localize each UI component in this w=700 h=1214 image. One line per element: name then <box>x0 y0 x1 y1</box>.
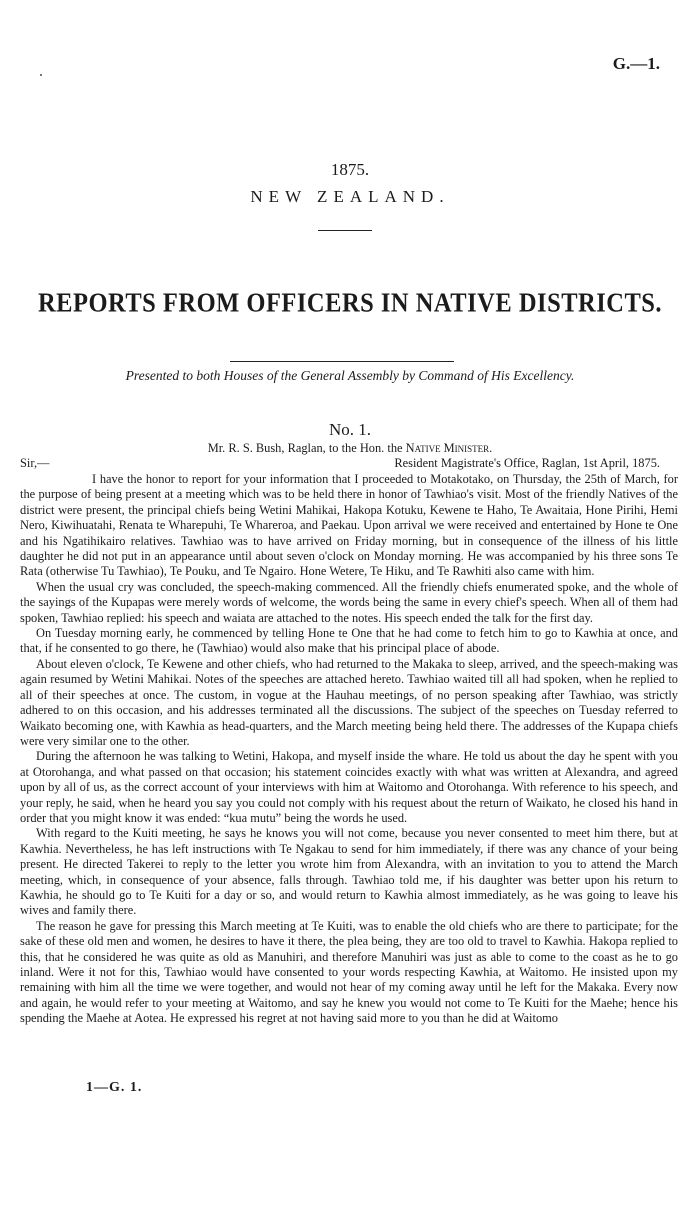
report-to: Native Minister. <box>405 441 493 455</box>
paragraph: About eleven o'clock, Te Kewene and other chiefs, who had returned to the Makaka to sleep, arrived, and the speech-making was again resumed by Wetini Mahikai. Notes of the speeches are attached hereto. Tawhiao waited till all had spoken, when he replied to all of their speeches at once. The custom, in vogue at the Hauhau meetings, of no person speaking after Tawhiao, was strictly adhered to on this occasion, and his addresses terminated all the discussions. The subject of the speeches on Tuesday referred to Waikato becoming one, with Kawhia as head-quarters, and the March meeting being held there. The addresses of the Kupapa chiefs were very similar one to the other. <box>20 656 678 748</box>
year: 1875. <box>330 160 370 179</box>
report-heading <box>0 441 700 456</box>
paragraph: During the afternoon he was talking to Wetini, Hakopa, and myself inside the whare. He told us about the day he spent with you at Otorohanga, and what passed on that occasion; his statement coincides exactly with what was written at Alexandra, and agreed upon by all of us, as the correct account of your interviews with him at Waitomo and Otorohanga. With reference to his speech, and your reply, he said, when he heard you say you could not comply with his request about the return of Waikato, he closed his hand in order that you might know it was ended: “kua mutu” being the words he used. <box>20 749 678 825</box>
paragraph: With regard to the Kuiti meeting, he says he knows you will not come, because you never consented to meet him there, but at Kawhia. Nevertheless, he has left instructions with Te Ngakau to send for him immediately, if there was any chance of your being present. He directed Takerei to reply to the letter you wrote him from Alexandra, with an invitation to you to attend the March meeting, which, in consequence of your absence, falls through. Tawhiao told me, if his daughter was better upon his return to Kawhia, he should go to Te Kuiti for a day or so, and would return to Kawhia almost immediately, as he was going to leave his wives and family there. <box>20 826 678 918</box>
paragraph: On Tuesday morning early, he commenced by telling Hone te One that he had come to fetch him to go to Kawhia at once, and that, if he consented to go there, he (Tawhiao) would also make that his principal place of abode. <box>20 626 678 656</box>
salutation: Sir,— <box>20 456 50 470</box>
divider-short <box>318 230 372 231</box>
presented-line: Presented to both Houses of the General Assembly by Command of His Excellency. <box>125 368 575 383</box>
document-title: REPORTS FROM OFFICERS IN NATIVE DISTRICTS. <box>37 288 663 319</box>
page-reference: G.—1. <box>612 54 660 73</box>
report-body <box>20 472 678 1027</box>
margin-speck <box>40 74 42 76</box>
dateline: Resident Magistrate's Office, Raglan, 1st April, 1875. <box>394 456 660 470</box>
paragraph: When the usual cry was concluded, the speech-making commenced. All the friendly chiefs enumerated spoke, and the whole of the sayings of the Kupapas were merely words of welcome, the words being the same in every chief's speech. When all of them had spoken, Tawhiao replied: his speech and waiata are attached to the notes. His speech ended the talk for the first day. <box>20 579 678 625</box>
paragraph: The reason he gave for pressing this March meeting at Te Kuiti, was to enable the old chiefs who are there to participate; for the sake of these old men and women, he desires to have it there, the plea being, they are too old to travel to Kawhia. Hakopa replied to this, that he considered he was quite as old as Manuhiri, and therefore Manuhiri was just as able to come to the coast as he to go inland. Were it not for this, Tawhiao would have consented to your words respecting Kawhia, at Waitomo. He insisted upon my remaining with him all the time we were together, and would not hear of my coming away until he left for the Makaka. Every now and again, he would refer to your meeting at Waitomo, and say he knew you would not come to Te Kuiti for the Maehe; hence his spending the Maehe at Aotea. He expressed his regret at not having said more to you than he did at Waitomo <box>20 918 678 1026</box>
divider-long <box>230 361 454 362</box>
report-from: Mr. R. S. Bush, Raglan, to the Hon. the <box>207 441 403 455</box>
report-number: No. 1. <box>328 420 372 439</box>
page-signature: 1—G. 1. <box>86 1080 143 1095</box>
paragraph: I have the honor to report for your information that I proceeded to Motakotako, on Thursday, the 25th of March, for the purpose of being present at a meeting which was to be held there in honor of Tawhiao's visit. Most of the friendly Natives of the district were present, the principal chiefs being Wetini Mahikai, Hakopa Kotuku, Kewene te Haho, Te Awaitaia, Hone Pirihi, Hemi Nero, Kiwihuatahi, Renata te Wharepuhi, Te Whareroa, and Paekau. Upon arrival we were received and entertained by Hone te One and his Ngatihikairo relatives. Tawhiao was to have arrived on Friday morning, but in consequence of the illness of his little daughter he did not put in an appearance until about seven o'clock on Monday morning. He was accompanied by his three sons Te Rata (otherwise Tu Tawhiao), Te Pouku, and Te Ngairo. Hone Wetere, Te Hiku, and Te Rawhiti also came with him. <box>20 472 678 579</box>
country-heading: NEW ZEALAND. <box>250 187 450 206</box>
